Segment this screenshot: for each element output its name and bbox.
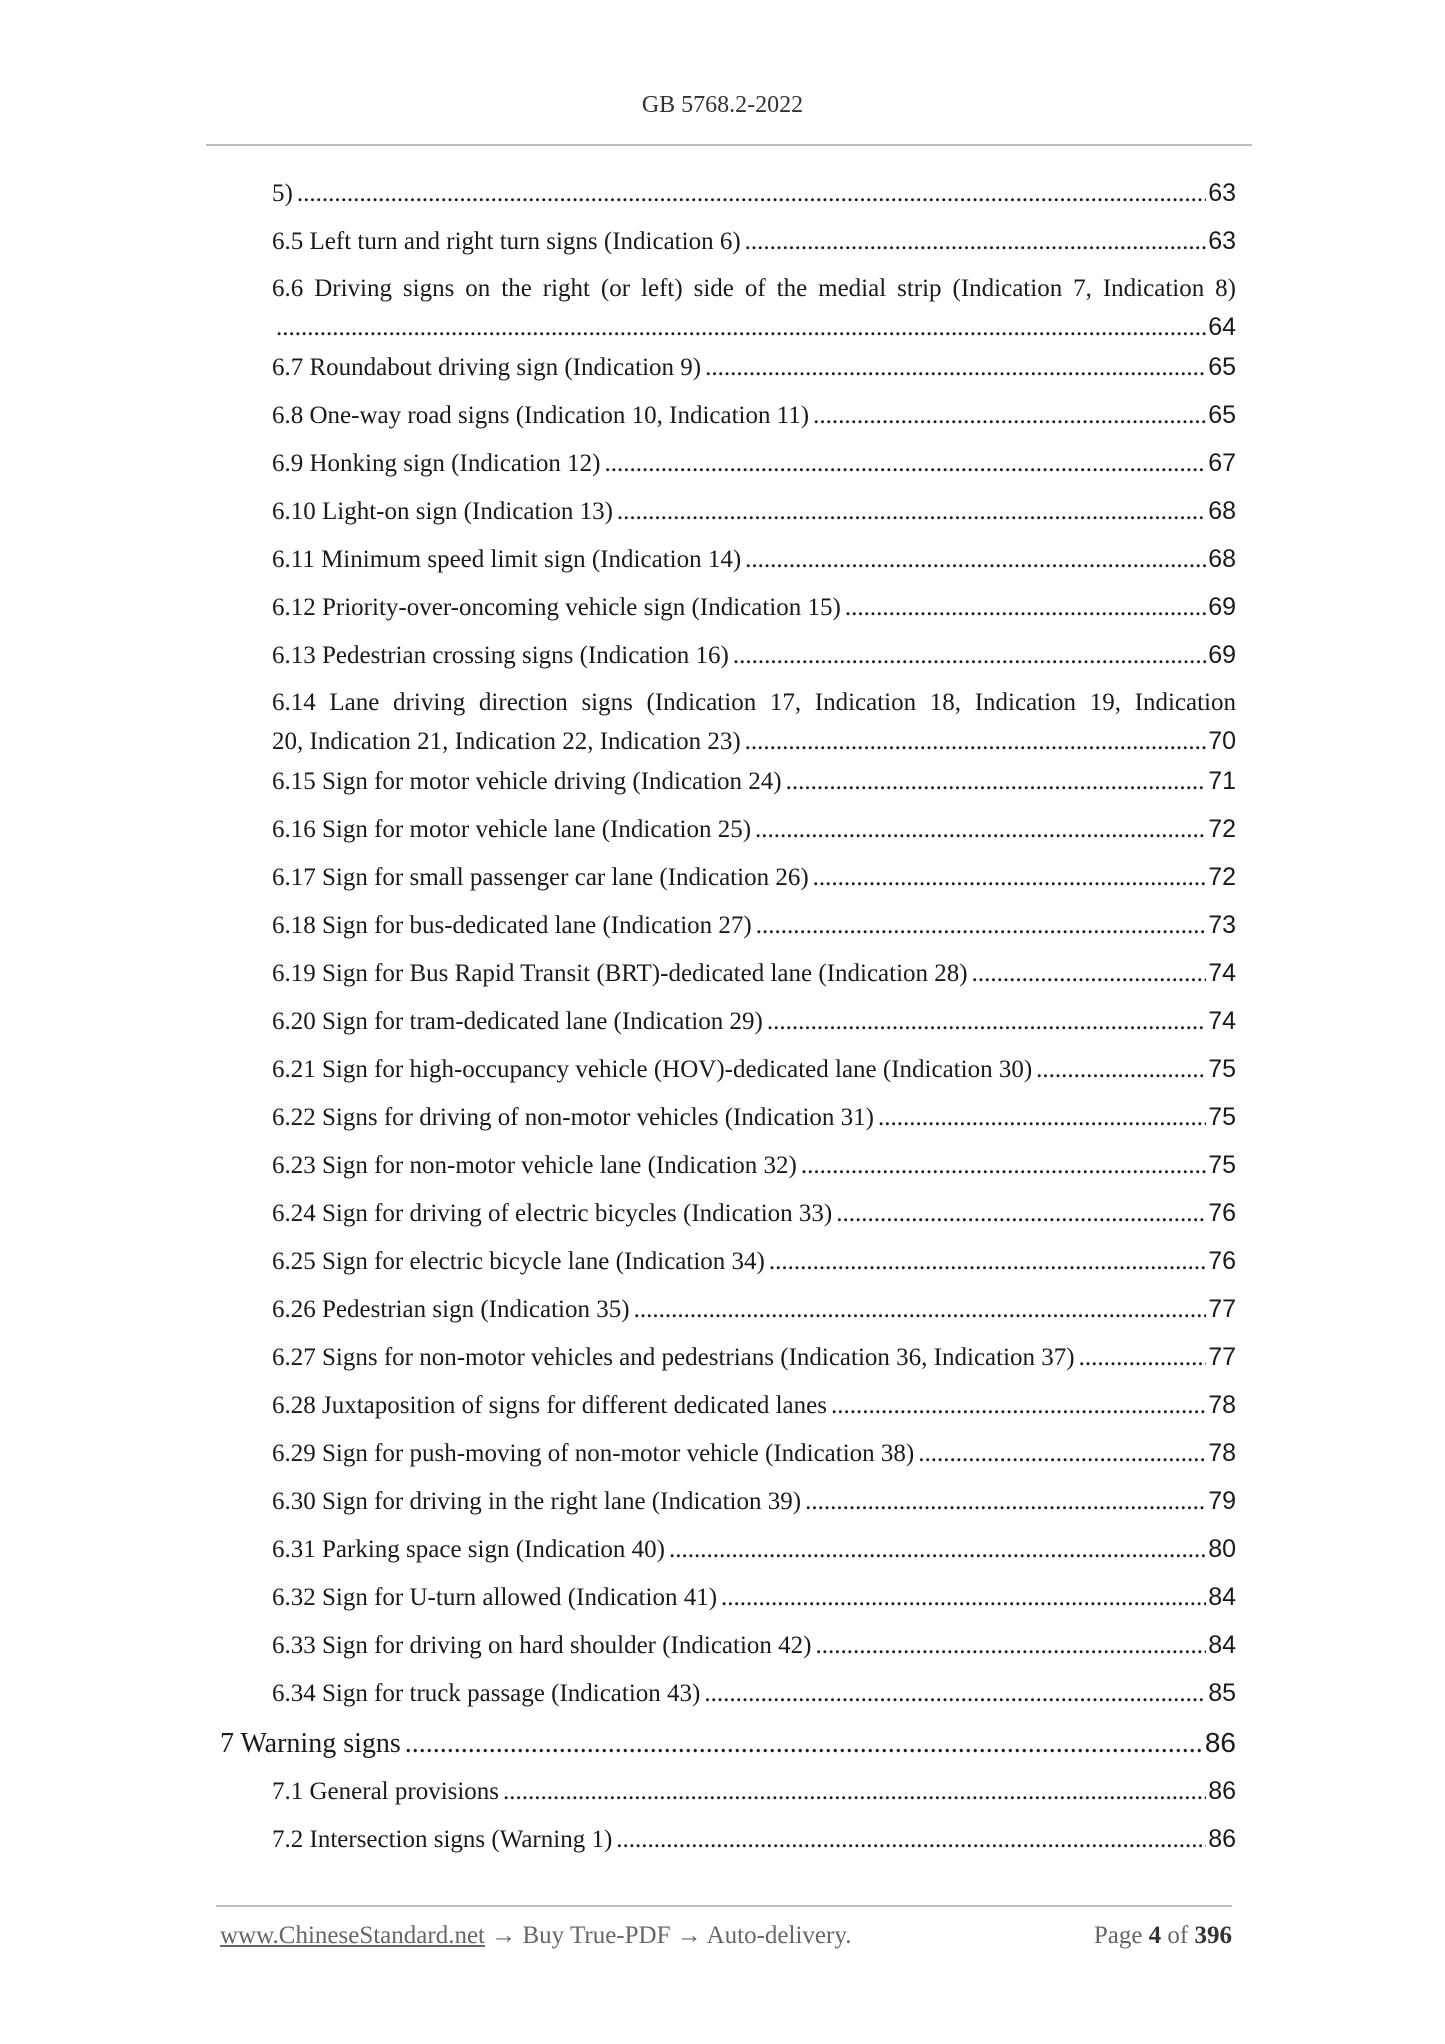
dot-leader [297,175,1206,213]
toc-entry-page: 72 [1208,815,1236,843]
arrow-right-icon: → [491,1922,517,1949]
dot-leader [845,589,1206,627]
dot-leader [604,445,1206,483]
toc-entry-title: 6.7 Roundabout driving sign (Indication 9) [272,354,702,381]
toc-entry-page: 69 [1208,593,1236,621]
toc-entry-title: 6.18 Sign for bus-dedicated lane (Indication 27) [272,912,752,939]
toc-entry-title: 6.8 One-way road signs (Indication 10, Indication 11) [272,402,810,429]
toc-entry-title: 6.15 Sign for motor vehicle driving (Indication 24) [272,768,782,795]
toc-entry-page: 71 [1208,767,1236,795]
toc-entry[interactable] [272,1530,1236,1569]
toc-entry-page: 67 [1208,449,1236,477]
toc-entry[interactable] [272,540,1236,579]
toc-entry-title: 6.17 Sign for small passenger car lane (Indication 26) [272,864,809,891]
toc-entry-page: 86 [1208,1825,1236,1853]
site-link[interactable]: www.ChineseStandard.net [220,1922,485,1949]
dot-leader [745,723,1207,761]
toc-entry[interactable] [272,1194,1236,1233]
toc-entry[interactable] [272,588,1236,627]
toc-entry-page: 63 [1208,227,1236,255]
toc-entry-page: 75 [1208,1151,1236,1179]
dot-leader [786,763,1207,801]
toc-entry[interactable] [272,1772,1236,1811]
dot-leader [705,349,1206,387]
footer-divider [216,1905,1232,1907]
toc-entry-page: 68 [1208,497,1236,525]
toc-entry[interactable] [272,1434,1236,1473]
toc-entry-title: 6.28 Juxtaposition of signs for different dedicated lanes [272,1392,827,1419]
dot-leader [972,955,1207,993]
toc-entry[interactable] [272,1050,1236,1089]
toc-entry[interactable] [272,444,1236,483]
toc-entry-title: 6.30 Sign for driving in the right lane (Indication 39) [272,1488,802,1515]
toc-entry-page: 75 [1208,1103,1236,1131]
toc-entry[interactable] [272,906,1236,945]
dot-leader [801,1147,1206,1185]
toc-entry-title: 6.9 Honking sign (Indication 12) [272,450,601,477]
toc-entry-page: 74 [1208,959,1236,987]
toc-entry-page: 68 [1208,545,1236,573]
toc-entry-title-line: 6.6 Driving signs on the right (or left) side of the medial strip (Indication 7, Indication 8) [272,275,1236,302]
toc-entry-title-line: 6.14 Lane driving direction signs (Indication 17, Indication 18, Indication 19, Indication [272,689,1236,716]
dot-leader [503,1773,1206,1811]
page-label: Page [1093,1922,1143,1949]
toc-entry-page: 78 [1208,1439,1236,1467]
dot-leader [816,1627,1207,1665]
dot-leader [767,1003,1206,1041]
dot-leader [616,1821,1206,1859]
toc-entry-page: 75 [1208,1055,1236,1083]
dot-leader [918,1435,1206,1473]
toc-entry-title: 6.19 Sign for Bus Rapid Transit (BRT)-dedicated lane (Indication 28) [272,960,968,987]
auto-delivery-text: Auto-delivery. [706,1922,852,1949]
header-divider [206,144,1252,146]
toc-entry-title: 6.26 Pedestrian sign (Indication 35) [272,1296,630,1323]
toc-entry[interactable] [272,684,1236,761]
footer-promo [220,1922,851,1950]
toc-entry[interactable] [272,1482,1236,1521]
toc-entry-title: 6.25 Sign for electric bicycle lane (Indication 34) [272,1248,765,1275]
toc-entry-page: 84 [1208,1583,1236,1611]
toc-entry[interactable] [272,954,1236,993]
toc-entry-page: 65 [1208,353,1236,381]
toc-entry-title: 6.23 Sign for non-motor vehicle lane (Indication 32) [272,1152,797,1179]
dot-leader [769,1243,1206,1281]
toc-entry-page: 86 [1204,1727,1236,1758]
toc-entry[interactable] [272,270,1236,347]
toc-entry-title: 6.31 Parking space sign (Indication 40) [272,1536,665,1563]
toc-entry-page: 77 [1208,1343,1236,1371]
toc-entry[interactable] [272,858,1236,897]
toc-entry-title: 6.32 Sign for U-turn allowed (Indication 41) [272,1584,718,1611]
toc-entry-title: 7.2 Intersection signs (Warning 1) [272,1826,613,1853]
toc-entry-title: 6.12 Priority-over-oncoming vehicle sign (Indication 15) [272,594,841,621]
dot-leader [878,1099,1206,1137]
toc-entry[interactable] [272,1290,1236,1329]
toc-entry-title: 7.1 General provisions [272,1778,500,1805]
toc-entry[interactable] [272,174,1236,213]
dot-leader [721,1579,1206,1617]
toc-entry[interactable] [272,1146,1236,1185]
page-of: of [1167,1922,1189,1949]
toc-entry-page: 70 [1208,727,1236,755]
toc-entry-page: 85 [1208,1679,1236,1707]
toc-entry-page: 69 [1208,641,1236,669]
dot-leader [704,1675,1206,1713]
toc-entry[interactable] [272,636,1236,675]
dot-leader [836,1195,1206,1233]
toc-entry[interactable] [272,348,1236,387]
toc-entry[interactable] [272,1098,1236,1137]
toc-entry-title: 6.27 Signs for non-motor vehicles and pedestrians (Indication 36, Indication 37) [272,1344,1075,1371]
dot-leader [756,907,1206,945]
toc-entry-page: 79 [1208,1487,1236,1515]
dot-leader [755,811,1206,849]
toc-entry-page: 84 [1208,1631,1236,1659]
dot-leader [745,223,1207,261]
toc-entry-title: 6.33 Sign for driving on hard shoulder (Indication 42) [272,1632,812,1659]
toc-entry-page: 74 [1208,1007,1236,1035]
toc-entry[interactable] [272,762,1236,801]
buy-pdf-text: Buy True-PDF [522,1922,671,1949]
toc-entry-page: 76 [1208,1199,1236,1227]
toc-entry[interactable] [272,396,1236,435]
toc-entry-title: 20, Indication 21, Indication 22, Indication 23) [272,728,741,755]
page-number [1094,1922,1232,1950]
dot-leader [1036,1051,1206,1089]
toc-entry[interactable] [272,1626,1236,1665]
toc-entry-title: 6.11 Minimum speed limit sign (Indication 14) [272,546,742,573]
dot-leader [669,1531,1206,1569]
dot-leader [813,859,1207,897]
dot-leader [745,541,1206,579]
running-header: GB 5768.2-2022 [641,92,804,118]
toc-entry-title: 6.34 Sign for truck passage (Indication 43) [272,1680,701,1707]
dot-leader [634,1291,1207,1329]
dot-leader [617,493,1206,531]
toc-entry[interactable] [272,1820,1236,1859]
toc-entry[interactable] [272,1674,1236,1713]
toc-entry-title: 6.5 Left turn and right turn signs (Indication 6) [272,228,741,255]
toc-entry-title: 6.13 Pedestrian crossing signs (Indication 16) [272,642,729,669]
page-current: 4 [1148,1922,1162,1949]
toc-entry-title: 6.22 Signs for driving of non-motor vehicles (Indication 31) [272,1104,874,1131]
toc-entry[interactable] [272,1338,1236,1377]
toc-entry-page: 73 [1208,911,1236,939]
page-footer [220,1922,1232,1962]
dot-leader [733,637,1206,675]
toc-entry-title: 6.16 Sign for motor vehicle lane (Indication 25) [272,816,752,843]
dot-leader [831,1387,1206,1425]
dot-leader [276,309,1206,347]
toc-entry-title: 7 Warning signs [220,1728,401,1759]
toc-entry-title: 6.21 Sign for high-occupancy vehicle (HOV)-dedicated lane (Indication 30) [272,1056,1033,1083]
toc-entry[interactable] [220,1724,1236,1763]
dot-leader [813,397,1206,435]
toc-entry[interactable] [272,1002,1236,1041]
arrow-right-icon: → [676,1922,702,1949]
toc-entry-page: 76 [1208,1247,1236,1275]
toc-entry-page: 86 [1208,1777,1236,1805]
toc-entry-page: 80 [1208,1535,1236,1563]
toc-entry-page: 65 [1208,401,1236,429]
toc-entry[interactable] [272,1578,1236,1617]
toc-entry-title: 6.24 Sign for driving of electric bicycles (Indication 33) [272,1200,833,1227]
toc-entry-page: 64 [1208,313,1236,341]
toc-entry-page: 77 [1208,1295,1236,1323]
toc-entry-title: 6.10 Light-on sign (Indication 13) [272,498,613,525]
toc-entry[interactable] [272,810,1236,849]
dot-leader [405,1725,1203,1763]
toc-entry-title: 6.29 Sign for push-moving of non-motor vehicle (Indication 38) [272,1440,915,1467]
toc-entry-page: 72 [1208,863,1236,891]
toc-entry[interactable] [272,492,1236,531]
page-total: 396 [1194,1922,1232,1949]
dot-leader [805,1483,1206,1521]
toc-entry[interactable] [272,222,1236,261]
toc-entry-title: 5) [272,180,293,207]
toc-entry-page: 78 [1208,1391,1236,1419]
toc-entry-title: 6.20 Sign for tram-dedicated lane (Indication 29) [272,1008,763,1035]
toc-entry-page: 63 [1208,179,1236,207]
toc-entry[interactable] [272,1242,1236,1281]
toc-entry[interactable] [272,1386,1236,1425]
dot-leader [1079,1339,1207,1377]
